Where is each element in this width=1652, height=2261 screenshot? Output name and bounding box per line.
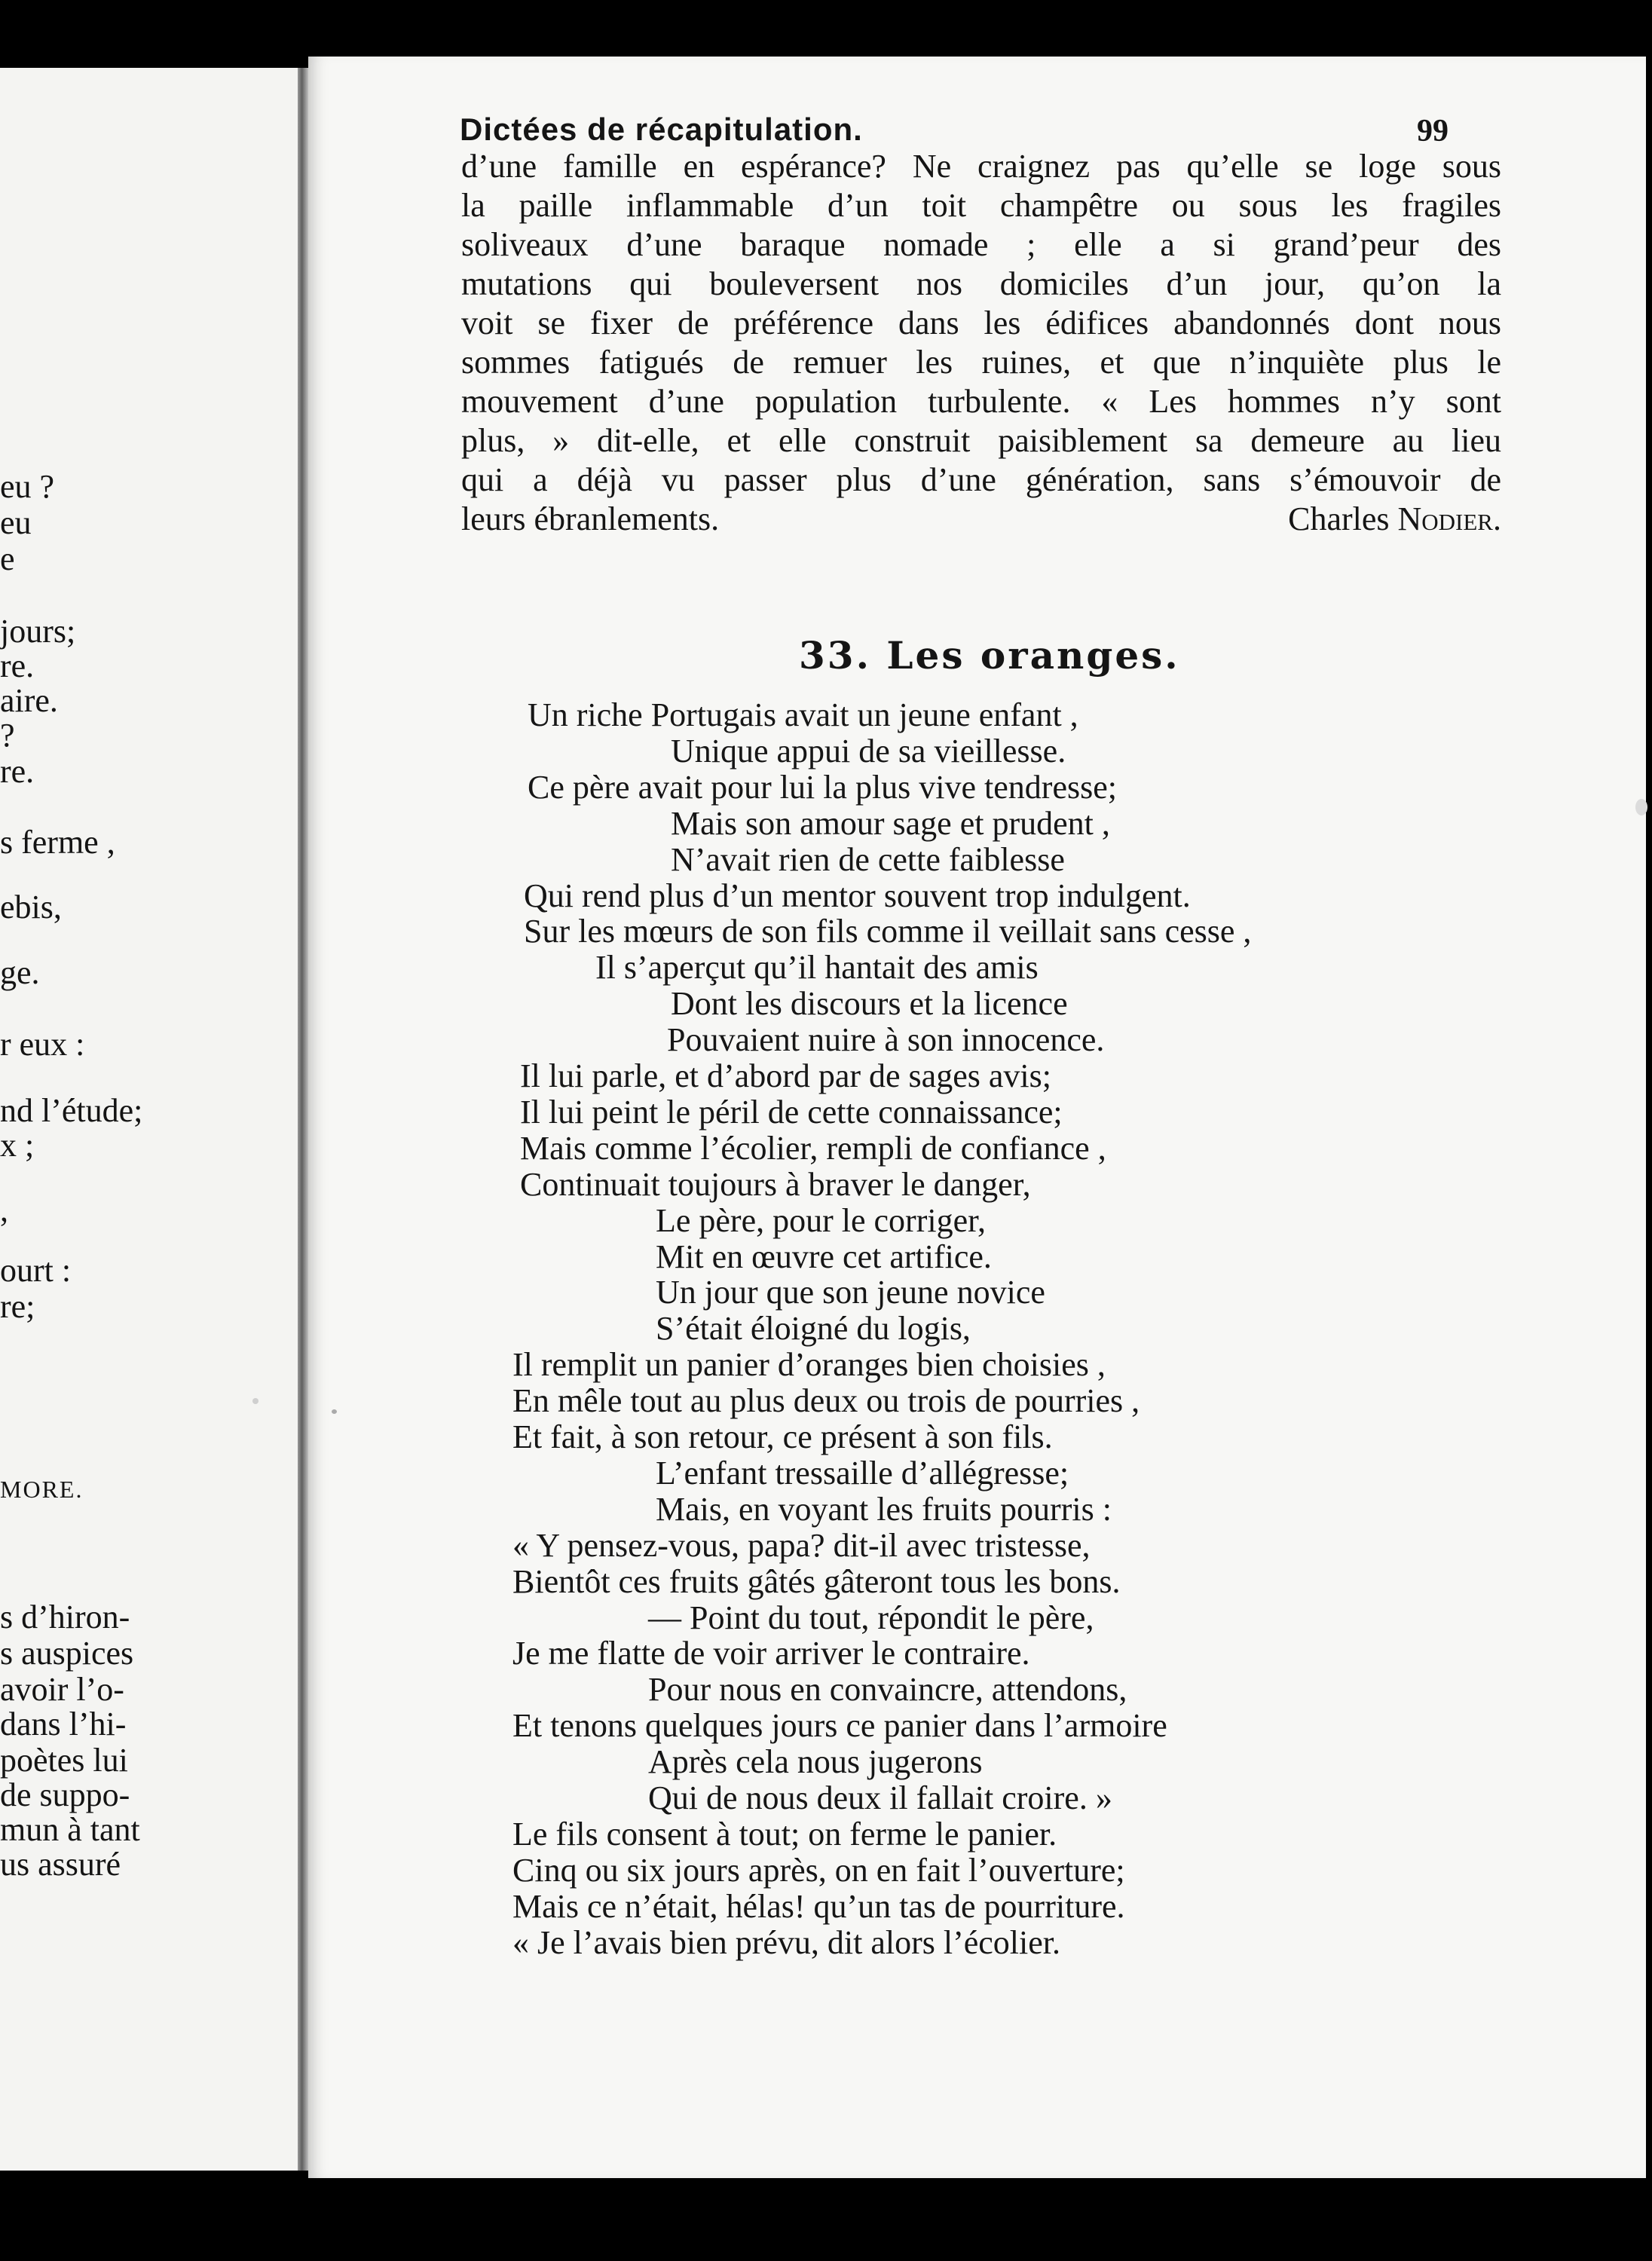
prose-line: voit se fixer de préférence dans les édifices abandonnés dont nous: [461, 304, 1501, 341]
poem-line: Après cela nous jugerons: [648, 1743, 983, 1781]
poem-title: 33. Les oranges.: [799, 633, 1180, 678]
left-page-fragment: ,: [0, 1192, 8, 1228]
left-page-fragment: nd l’étude;: [0, 1092, 143, 1129]
left-page-fragment: re.: [0, 753, 35, 790]
poem-line: « Y pensez-vous, papa? dit-il avec tristesse,: [512, 1526, 1091, 1564]
poem-line: Mais comme l’écolier, rempli de confiance ,: [520, 1129, 1106, 1167]
scan-speck: [1635, 799, 1647, 815]
poem-line: Je me flatte de voir arriver le contraire.: [512, 1635, 1030, 1672]
prose-line: la paille inflammable d’un toit champêtre ou sous les fragiles: [461, 187, 1501, 224]
poem-line: — Point du tout, répondit le père,: [648, 1599, 1094, 1636]
left-page-fragment: jours;: [0, 613, 76, 650]
left-page-fragment: ourt :: [0, 1252, 72, 1289]
poem-line: Dont les discours et la licence: [671, 985, 1068, 1023]
left-page-fragment: e: [0, 540, 15, 577]
prose-line: mutations qui bouleversent nos domiciles d’un jour, qu’on la: [461, 265, 1501, 302]
left-page-fragment: de suppo-: [0, 1776, 130, 1813]
left-page-fragment: eu ?: [0, 468, 55, 505]
poem-line: Qui rend plus d’un mentor souvent trop indulgent.: [524, 877, 1191, 914]
author-last-name: Nodier.: [1397, 500, 1501, 537]
poem-line: Continuait toujours à braver le danger,: [520, 1165, 1031, 1203]
poem-line: Qui de nous deux il fallait croire. »: [648, 1779, 1112, 1816]
left-page-fragment: avoir l’o-: [0, 1671, 124, 1708]
prose-line: soliveaux d’une baraque nomade ; elle a si grand’peur des: [461, 226, 1501, 263]
poem-line: « Je l’avais bien prévu, dit alors l’écolier.: [512, 1923, 1060, 1961]
left-page-fragment: eu: [0, 504, 32, 541]
left-page-fragment: ebis,: [0, 889, 62, 926]
left-page-fragment: x ;: [0, 1127, 35, 1164]
prose-line: d’une famille en espérance? Ne craignez pas qu’elle se loge sous: [461, 148, 1501, 185]
left-page-fragment: dans l’hi-: [0, 1706, 127, 1742]
author-signature: [1288, 500, 1501, 539]
prose-line: sommes fatigués de remuer les ruines, et que n’inquiète plus le: [461, 344, 1501, 381]
prose-line: plus, » dit-elle, et elle construit paisiblement sa demeure au lieu: [461, 422, 1501, 459]
poem-line: Ce père avait pour lui la plus vive tendresse;: [528, 768, 1117, 806]
left-page-fragment: r eux :: [0, 1026, 85, 1063]
poem-line: Il lui peint le péril de cette connaissance;: [520, 1093, 1063, 1130]
left-page-fragment: ge.: [0, 954, 40, 991]
poem-line: Le fils consent à tout; on ferme le panier.: [512, 1815, 1057, 1853]
scan-speck: [332, 1409, 337, 1414]
poem-line: Et tenons quelques jours ce panier dans l’armoire: [512, 1707, 1167, 1745]
poem-line: L’enfant tressaille d’allégresse;: [656, 1454, 1069, 1492]
poem-line: Le père, pour le corriger,: [656, 1201, 987, 1239]
poem-line: Il lui parle, et d’abord par de sages avis;: [520, 1057, 1051, 1094]
poem-line: Pour nous en convaincre, attendons,: [648, 1671, 1127, 1709]
poem-line: Unique appui de sa vieillesse.: [671, 732, 1066, 769]
left-page-fragment: s d’hiron-: [0, 1599, 130, 1635]
poem-line: Et fait, à son retour, ce présent à son fils.: [512, 1418, 1053, 1455]
poem-line: Un riche Portugais avait un jeune enfant ,: [528, 696, 1078, 733]
left-page-fragment: mun à tant: [0, 1811, 140, 1848]
prose-line: qui a déjà vu passer plus d’une génération, sans s’émouvoir de: [461, 461, 1501, 498]
left-page-fragment: ?: [0, 717, 15, 754]
book-gutter: [298, 68, 308, 2171]
prose-paragraph: [461, 147, 1501, 539]
poem-line: Pouvaient nuire à son innocence.: [667, 1021, 1105, 1059]
left-page-fragment: s ferme ,: [0, 824, 115, 861]
left-page-fragment: s auspices: [0, 1635, 134, 1672]
prose-line: mouvement d’une population turbulente. « Les hommes n’y sont: [461, 383, 1501, 420]
poem-line: En mêle tout au plus deux ou trois de pourries ,: [512, 1382, 1140, 1420]
left-page-fragment: MORE.: [0, 1476, 84, 1503]
poem-line: Sur les mœurs de son fils comme il veillait sans cesse ,: [524, 913, 1252, 950]
left-facing-page: [0, 68, 298, 2171]
left-page-fragment: us assuré: [0, 1846, 121, 1883]
left-page-fragment: re.: [0, 647, 35, 684]
scan-speck: [252, 1398, 259, 1404]
poem-line: Bientôt ces fruits gâtés gâteront tous les bons.: [512, 1562, 1121, 1600]
poem-line: Il remplit un panier d’oranges bien choisies ,: [512, 1346, 1106, 1384]
poem-line: Mais ce n’était, hélas! qu’un tas de pourriture.: [512, 1887, 1125, 1925]
poem-line: Mais, en voyant les fruits pourris :: [656, 1490, 1112, 1528]
page-number: 99: [1417, 114, 1449, 148]
poem-line: Cinq ou six jours après, on en fait l’ouverture;: [512, 1851, 1125, 1889]
poem-line: S’était éloigné du logis,: [656, 1310, 971, 1348]
left-page-fragment: aire.: [0, 682, 58, 719]
poem-line: Un jour que son jeune novice: [656, 1274, 1045, 1311]
poem-line: Mit en œuvre cet artifice.: [656, 1238, 992, 1275]
poem-line: Mais son amour sage et prudent ,: [671, 804, 1110, 842]
left-page-fragment: poètes lui: [0, 1742, 128, 1779]
left-page-fragment: re;: [0, 1288, 35, 1325]
running-head: Dictées de récapitulation.: [460, 112, 863, 147]
poem-line: N’avait rien de cette faiblesse: [671, 840, 1065, 878]
poem-line: Il s’aperçut qu’il hantait des amis: [595, 949, 1039, 987]
author-first-name: Charles: [1288, 500, 1398, 537]
prose-line: leurs ébranlements. Charles Nodier.: [461, 500, 1501, 537]
